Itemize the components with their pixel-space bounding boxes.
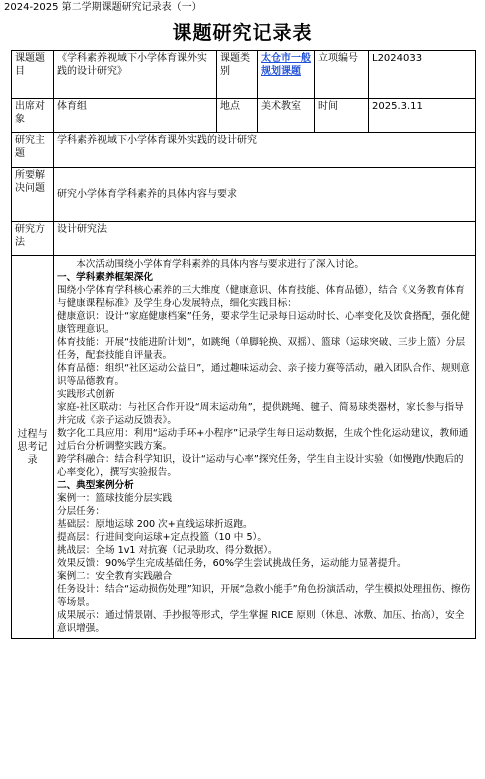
document-header: 2024-2025 第二学期课题研究记录表（一） bbox=[4, 2, 202, 13]
process-line: 分层任务： bbox=[57, 506, 105, 517]
attend-value: 体育组 bbox=[54, 99, 217, 133]
page-title: 课题研究记录表 bbox=[172, 22, 313, 44]
method-label: 研究方法 bbox=[12, 222, 54, 256]
place-value: 美术教室 bbox=[258, 99, 315, 133]
process-line: 效果反馈：90%学生完成基础任务，60%学生尝试挑战任务，运动能力显著提升。 bbox=[57, 558, 407, 569]
process-line: 基础层：原地运球 200 次+直线运球折返跑。 bbox=[57, 519, 253, 530]
process-line: 实践形式创新 bbox=[57, 389, 115, 400]
process-line: 挑战层：全场 1v1 对抗赛（记录助攻、得分数据）。 bbox=[57, 545, 278, 556]
id-value: L2024033 bbox=[369, 51, 476, 99]
process-line: 案例二：安全教育实践融合 bbox=[57, 571, 173, 582]
process-line: 任务设计：结合“运动损伤处理”知识，开展“急救小能手”角色扮演活动，学生模拟处理扭伤、擦伤等场景。 bbox=[57, 584, 471, 608]
process-line: 提高层：行进间变向运球+定点投篮（10 中 5）。 bbox=[57, 532, 267, 543]
process-row bbox=[12, 256, 476, 639]
type-value: 太仓市一般规划课题 bbox=[261, 53, 311, 77]
topic-row bbox=[12, 51, 476, 99]
id-label: 立项编号 bbox=[315, 51, 369, 99]
problem-row bbox=[12, 168, 476, 222]
problem-label: 所要解决问题 bbox=[12, 168, 54, 222]
process-line: 健康意识：设计“家庭健康档案”任务，要求学生记录每日运动时长、心率变化及饮食搭配，强化健康管理意识。 bbox=[57, 311, 470, 335]
attend-label: 出席对象 bbox=[12, 99, 54, 133]
theme-value: 学科素养视域下小学体育课外实践的设计研究 bbox=[54, 133, 476, 168]
process-line: 体育技能：开展“技能进阶计划”，如跳绳（单脚轮换、双摇）、篮球（运球突破、三步上篮）分层任务，配套技能自评量表。 bbox=[57, 337, 466, 361]
theme-label: 研究主题 bbox=[12, 133, 54, 168]
type-label: 课题类别 bbox=[217, 51, 258, 99]
record-table bbox=[11, 50, 476, 639]
section-heading: 一、学科素养框架深化 bbox=[57, 272, 153, 283]
place-label: 地点 bbox=[217, 99, 258, 133]
section-heading: 二、典型案例分析 bbox=[57, 480, 134, 491]
process-line: 成果展示：通过情景剧、手抄报等形式，学生掌握 RICE 原则（休息、冰敷、加压、抬高），安全意识增强。 bbox=[57, 610, 465, 634]
time-label: 时间 bbox=[315, 99, 369, 133]
problem-value: 研究小学体育学科素养的具体内容与要求 bbox=[54, 168, 476, 222]
process-line: 家庭-社区联动：与社区合作开设“周末运动角”，提供跳绳、毽子、简易球类器材，家长参与指导并完成《亲子运动反馈表》。 bbox=[57, 402, 464, 426]
method-value: 设计研究法 bbox=[54, 222, 476, 256]
theme-row bbox=[12, 133, 476, 168]
process-line: 围绕小学体育学科核心素养的三大维度（健康意识、体育技能、体育品德），结合《义务教育体育与健康课程标准》及学生身心发展特点，细化实践目标： bbox=[57, 285, 465, 309]
process-line: 案例一：篮球技能分层实践 bbox=[57, 493, 173, 504]
process-line: 数字化工具应用：利用“运动手环+小程序”记录学生每日运动数据，生成个性化运动建议，教师通过后台分析调整实践方案。 bbox=[57, 428, 469, 452]
topic-value: 《学科素养视域下小学体育课外实践的设计研究》 bbox=[54, 51, 217, 99]
time-value: 2025.3.11 bbox=[369, 99, 476, 133]
process-line: 本次活动围绕小学体育学科素养的具体内容与要求进行了深入讨论。 bbox=[76, 259, 364, 270]
topic-label: 课题题目 bbox=[12, 51, 54, 99]
attend-row bbox=[12, 99, 476, 133]
process-line: 跨学科融合：结合科学知识，设计“运动与心率”探究任务，学生自主设计实验（如慢跑/快跑后的心率变化），撰写实验报告。 bbox=[57, 454, 464, 478]
process-content bbox=[54, 256, 476, 639]
process-label: 过程与思考记录 bbox=[12, 256, 54, 639]
process-line: 体育品德：组织“社区运动公益日”，通过趣味运动会、亲子接力赛等活动，融入团队合作、规则意识等品德教育。 bbox=[57, 363, 470, 387]
method-row bbox=[12, 222, 476, 256]
